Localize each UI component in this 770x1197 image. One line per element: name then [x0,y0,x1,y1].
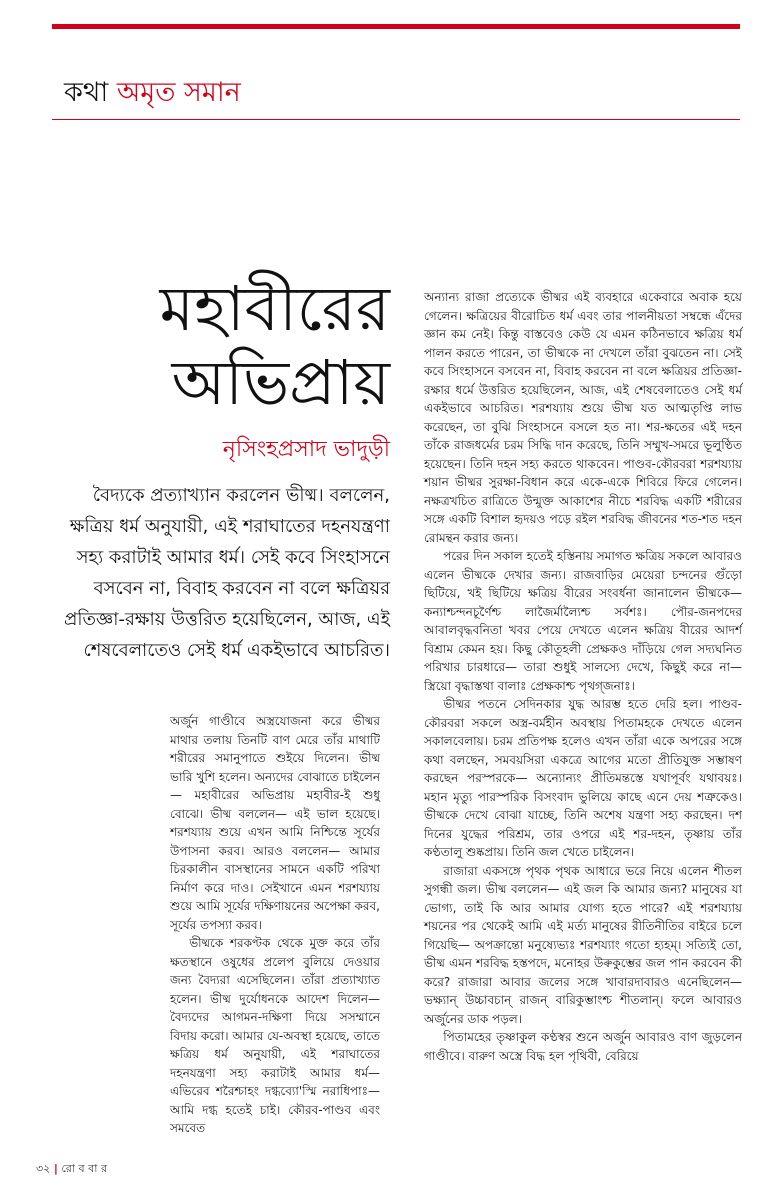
body-column-right [424,288,742,1065]
page-number: ৩২ [36,1162,51,1175]
paragraph: রাজারা একসঙ্গে পৃথক পৃথক আধারে ভরে নিয়ে এলেন শীতল সুগন্ধী জল। ভীষ্ম বললেন— এই জল কি আমার জন্য? মানুষের যা ভোগ্য, তাই কি আর আমার যোগ্য হতে পারে? এই শরশয্যায় শয়নের পর থেকেই আমি এই মর্ত্য মানুষের রীতিনীতির বাইরে চলে গিয়েছি— অপক্রান্তো মনুষ্যেভ্যঃ শরশয্যাং গতো হ্যহম্। সত্যিই তো, ভীষ্ম এমন শরবিদ্ধ হস্তপদে, মনোহর উৰুকুম্ভের জল পান করবেন কী করে? রাজারা আবার জলের সঙ্গে খাবারদাবারও এনেছিলেন— ভক্ষ্যান্ উচ্চাবচান্ রাজন্ বারিকুম্ভাংশ্চ শীতলান্। ফলে আবারও অর্জুনের ডাক পড়ল। [424,863,742,1026]
paragraph: ভীষ্মকে শরকণ্টক থেকে মুক্ত করে তাঁর ক্ষতস্থানে ওষুধের প্রলেপ বুলিয়ে দেওয়ার জন্য বৈদ্যরা এসেছিলেন। তাঁরা প্রত্যাখ্যাত হলেন। ভীষ্ম দুর্যোধনকে আদেশ দিলেন— বৈদ্যদের আগমন-দক্ষিণা দিয়ে সসম্মানে বিদায় করো। আমার যে-অবস্থা হয়েছে, তাতে ক্ষত্রিয় ধর্ম অনুযায়ী, এই শরাঘাতের দহনযন্ত্রণা সহ্য করাটাই আমার ধর্ম— এভিরেব শরৈশ্চাহং দগ্ধব্যো'স্মি নরাধিপাঃ— আমি দগ্ধ হতেই চাই। কৌরব-পাণ্ডব এবং সমবেত [170,936,380,1135]
article-headline [150,272,390,420]
magazine-name: রো ব বা র [61,1162,108,1175]
section-title-word2: অমৃত সমান [116,77,241,108]
paragraph: পরের দিন সকাল হতেই হস্তিনায় সমাগত ক্ষত্রিয় সকলে আবারও এলেন ভীষ্মকে দেখার জন্য। রাজবাড়ির মেয়েরা চন্দনের গুঁড়ো ছিটিয়ে, খই ছিটিয়ে ক্ষত্রিয় বীরের সংবর্ধনা জানালেন ভীষ্মকে— কন্যাশ্চন্দনচূর্ণৈশ্চ লাজৈর্মাল্যৈশ্চ সর্বশঃ। পৌর-জনপদের আবালবৃদ্ধবনিতা খবর পেয়ে দেখতে এলেন ক্ষত্রিয় বীরের আদর্শ বিশ্রাম কেমন হয়। কিছু কৌতূহলী প্রেক্ষকও দাঁড়িয়ে গেল সদ্যঘনিত পরিখার চারধারে— তারা শুধুই সালস্যে দেখে, কিছুই করে না— স্ত্রিয়ো বৃদ্ধাস্তথা বালাঃ প্রেক্ষকাশ্চ পৃথগ্জনাঃ। [424,549,742,693]
body-column-left [170,712,380,1138]
pull-quote: বৈদ্যকে প্রত্যাখ্যান করলেন ভীষ্ম। বললেন, ক্ষত্রিয় ধর্ম অনুযায়ী, এই শরাঘাতের দহনযন্ত্রণা সহ্য করাটাই আমার ধর্ম। সেই কবে সিংহাসনে বসবেন না, বিবাহ করবেন না বলে ক্ষত্রিয়র প্রতিজ্ঞা-রক্ষায় উত্তরিত হয়েছিলেন, আজ, এই শেষবেলাতেও সেই ধর্ম একইভাবে আচরিত। [63,485,390,661]
paragraph: ভীষ্মর পতনে সেদিনকার যুদ্ধ আরম্ভ হতে দেরি হল। পাণ্ডব-কৌরবরা সকলে অস্ত্র-বর্মহীন অবস্থায় পিতামহকে দেখতে এলেন সকালবেলায়। চরম প্রতিপক্ষ হলেও এখন তাঁরা একে অপরের সঙ্গে কথা বলছেন, সমবয়সিরা একত্রে আগের মতো প্রীতিযুক্ত সম্ভাষণ করছেন পরস্পরকে— অন্যোন্যং প্রীতিমন্তস্তে যথাপূর্বং যথাবয়ঃ। মহান মৃত্যু পারস্পরিক বিসংবাদ ভুলিয়ে কাছে এনে দেয় শত্রুকেও। ভীষ্মকে দেখে বোঝা যাচ্ছে, তিনি অশেষ যন্ত্রণা সহ্য করছেন। দশ দিনের যুদ্ধের পরিশ্রম, তার ওপরে এই শর-দহন, তৃষ্ণায় তাঁর কণ্ঠতালু শুষ্কপ্রায়। তিনি জল খেতে চাইলেন। [424,697,742,859]
section-title [64,76,241,110]
footer-separator: | [53,1162,58,1175]
paragraph: পিতামহের তৃষ্ণাকুল কণ্ঠস্বর শুনে অর্জুন আবারও বাণ জুড়লেন গাণ্ডীবে। বারুণ অস্ত্রে বিদ্ধ হল পৃথিবী, বেরিয়ে [424,1030,742,1063]
headline-line-2: অভিপ্রায় [171,346,390,419]
page-footer [36,1160,107,1179]
headline-line-1: মহাবীরের [159,272,390,345]
paragraph: অন্যান্য রাজা প্রত্যেকে ভীষ্মর এই ব্যবহারে একেবারে অবাক হয়ে গেলেন। ক্ষত্রিয়ের বীরোচিত ধর্ম এবং তার পালনীয়তা সম্বন্ধে এঁদের জ্ঞান কম নেই। কিন্তু বাস্তবেও কেউ যে এমন কঠিনভাবে ক্ষত্রিয় ধর্ম পালন করতে পারেন, তা ভীষ্মকে না দেখলে তাঁরা বুঝতেন না। সেই কবে সিংহাসনে বসবেন না, বিবাহ করবেন না বলে ক্ষত্রিয়র প্রতিজ্ঞা-রক্ষার ধর্মে উত্তরিত হয়েছিলেন, আজ, এই শেষবেলাতেও সেই ধর্ম একইভাবে আচরিত। শরশয্যায় শুয়ে ভীষ্ম যত আত্মতৃপ্তি লাভ করেছেন, তা বুঝি সিংহাসনে বসলে হত না। শর-ক্ষতের এই দহন তাঁকে রাজধর্মের চরম সিদ্ধি দান করেছে, তিনি সম্মুখ-সমরে ভূলুণ্ঠিত হয়েছেন। তিনি দহন সহ্য করতে থাকবেন। পাণ্ডব-কৌরবরা শরশয্যায় শয়ান ভীষ্মর সুরক্ষা-বিধান করে একে-একে শিবিরে ফিরে গেলেন। নক্ষত্রখচিত রাত্রিতে উন্মুক্ত আকাশের নীচে শরবিদ্ধ একটি শরীরের সঙ্গে একটি বিশাল হৃদয়ও পড়ে রইল শরবিদ্ধ জীবনের শত-শত দহন রোমন্থন করার জন্য। [424,290,742,545]
author-byline: নৃসিংহপ্রসাদ ভাদুড়ী [222,437,390,462]
section-title-word1: কথা [64,77,109,108]
paragraph: অর্জুন গাণ্ডীবে অস্ত্রযোজনা করে ভীষ্মর মাথার তলায় তিনটি বাণ মেরে তাঁর মাথাটি শরীরের সমানুপাতে শুইয়ে দিলেন। ভীষ্ম ভারি খুশি হলেন। অন্যদের বোঝাতে চাইলেন— মহাবীরের অভিপ্রায় মহাবীর-ই শুধু বোঝে। ভীষ্ম বললেন— এই ভাল হয়েছে। শরশয্যায় শুয়ে এখন আমি নিশ্চিন্তে সূর্যের উপাসনা করব। আরও বললেন— আমার চিরকালীন বাসস্থানের সামনে একটি পরিখা নির্মাণ করে দাও। সেইখানে এমন শরশয্যায় শুয়ে আমি সূর্যের দক্ষিণায়নের অপেক্ষা করব, সূর্যের তপস্যা করব। [170,714,380,932]
section-title-rule [52,119,740,120]
top-accent-rule [52,24,740,29]
